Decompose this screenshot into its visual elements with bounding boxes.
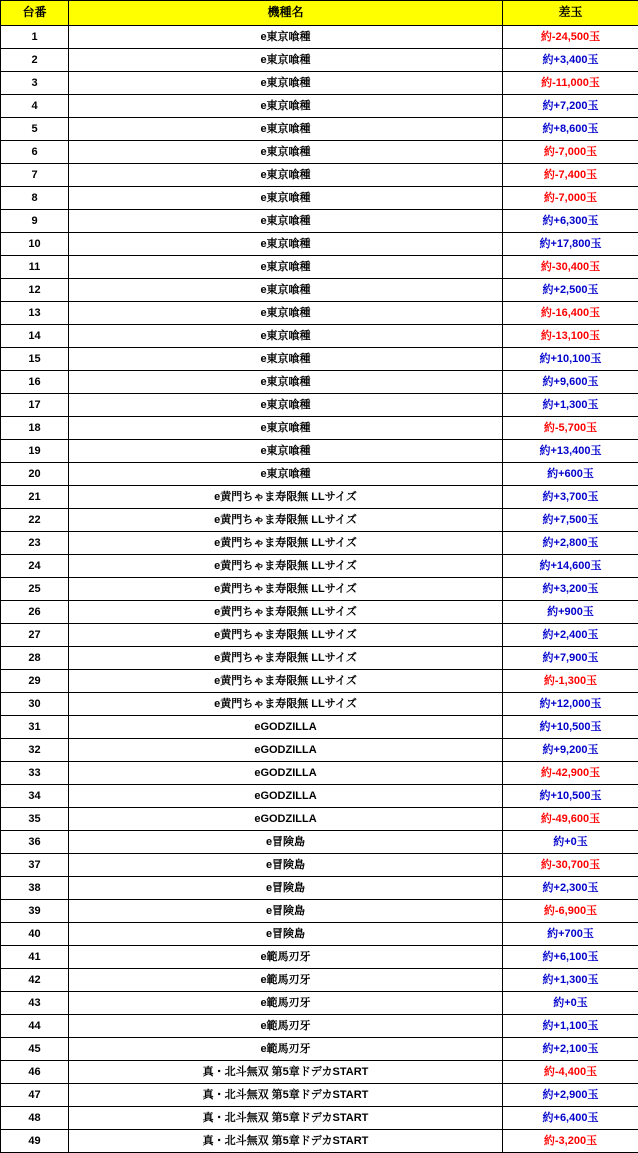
- table-row: [1, 72, 638, 95]
- cell-machine-name: e東京喰種: [69, 210, 503, 233]
- cell-machine-name: e東京喰種: [69, 371, 503, 394]
- cell-difference: 約+900玉: [503, 601, 638, 624]
- table-row: [1, 739, 638, 762]
- table-row: [1, 555, 638, 578]
- cell-machine-no: 39: [1, 900, 69, 923]
- cell-difference: 約-4,400玉: [503, 1061, 638, 1084]
- cell-machine-name: e黄門ちゃま寿限無 LLサイズ: [69, 693, 503, 716]
- cell-machine-name: e東京喰種: [69, 118, 503, 141]
- table-row: [1, 233, 638, 256]
- cell-difference: 約+2,900玉: [503, 1084, 638, 1107]
- table-row: [1, 969, 638, 992]
- cell-machine-name: 真・北斗無双 第5章ドデカSTART: [69, 1084, 503, 1107]
- cell-difference: 約+13,400玉: [503, 440, 638, 463]
- cell-machine-no: 8: [1, 187, 69, 210]
- cell-difference: 約+9,600玉: [503, 371, 638, 394]
- cell-difference: 約+1,100玉: [503, 1015, 638, 1038]
- cell-difference: 約+0玉: [503, 992, 638, 1015]
- cell-machine-name: eGODZILLA: [69, 716, 503, 739]
- cell-machine-name: e冒険島: [69, 831, 503, 854]
- cell-machine-name: e黄門ちゃま寿限無 LLサイズ: [69, 624, 503, 647]
- table-row: [1, 716, 638, 739]
- table-row: [1, 1061, 638, 1084]
- cell-machine-name: e黄門ちゃま寿限無 LLサイズ: [69, 532, 503, 555]
- table-row: [1, 1130, 638, 1153]
- cell-difference: 約+6,300玉: [503, 210, 638, 233]
- cell-machine-no: 38: [1, 877, 69, 900]
- cell-machine-name: e範馬刃牙: [69, 1015, 503, 1038]
- cell-machine-name: e東京喰種: [69, 394, 503, 417]
- table-row: [1, 26, 638, 49]
- cell-difference: 約+10,500玉: [503, 716, 638, 739]
- cell-machine-name: e範馬刃牙: [69, 946, 503, 969]
- cell-machine-no: 44: [1, 1015, 69, 1038]
- cell-machine-name: eGODZILLA: [69, 785, 503, 808]
- cell-machine-name: e東京喰種: [69, 26, 503, 49]
- table-row: [1, 877, 638, 900]
- cell-machine-name: 真・北斗無双 第5章ドデカSTART: [69, 1061, 503, 1084]
- cell-difference: 約+8,600玉: [503, 118, 638, 141]
- cell-machine-no: 35: [1, 808, 69, 831]
- table-row: [1, 417, 638, 440]
- table-row: [1, 1084, 638, 1107]
- cell-machine-no: 3: [1, 72, 69, 95]
- cell-difference: 約-7,000玉: [503, 141, 638, 164]
- table-row: [1, 187, 638, 210]
- cell-machine-name: eGODZILLA: [69, 739, 503, 762]
- cell-machine-no: 48: [1, 1107, 69, 1130]
- cell-machine-name: e東京喰種: [69, 49, 503, 72]
- cell-difference: 約+14,600玉: [503, 555, 638, 578]
- table-row: [1, 601, 638, 624]
- cell-machine-no: 15: [1, 348, 69, 371]
- cell-difference: 約+10,500玉: [503, 785, 638, 808]
- cell-machine-no: 11: [1, 256, 69, 279]
- cell-machine-no: 41: [1, 946, 69, 969]
- cell-difference: 約+17,800玉: [503, 233, 638, 256]
- cell-machine-name: e東京喰種: [69, 348, 503, 371]
- table-row: [1, 923, 638, 946]
- cell-machine-no: 45: [1, 1038, 69, 1061]
- cell-difference: 約+2,100玉: [503, 1038, 638, 1061]
- table-row: [1, 1015, 638, 1038]
- cell-machine-no: 29: [1, 670, 69, 693]
- cell-machine-name: e東京喰種: [69, 164, 503, 187]
- cell-difference: 約+1,300玉: [503, 969, 638, 992]
- table-row: [1, 578, 638, 601]
- table-row: [1, 900, 638, 923]
- cell-machine-name: e東京喰種: [69, 141, 503, 164]
- cell-difference: 約+10,100玉: [503, 348, 638, 371]
- cell-difference: 約+2,400玉: [503, 624, 638, 647]
- cell-machine-no: 22: [1, 509, 69, 532]
- cell-machine-name: e黄門ちゃま寿限無 LLサイズ: [69, 555, 503, 578]
- cell-difference: 約+700玉: [503, 923, 638, 946]
- table-row: [1, 141, 638, 164]
- table-row: [1, 118, 638, 141]
- cell-machine-name: e黄門ちゃま寿限無 LLサイズ: [69, 486, 503, 509]
- cell-difference: 約-30,400玉: [503, 256, 638, 279]
- cell-machine-no: 37: [1, 854, 69, 877]
- cell-machine-name: e東京喰種: [69, 72, 503, 95]
- cell-machine-name: e冒険島: [69, 900, 503, 923]
- cell-machine-no: 21: [1, 486, 69, 509]
- cell-machine-no: 18: [1, 417, 69, 440]
- cell-difference: 約-42,900玉: [503, 762, 638, 785]
- cell-difference: 約+3,200玉: [503, 578, 638, 601]
- table-row: [1, 647, 638, 670]
- cell-machine-no: 13: [1, 302, 69, 325]
- cell-machine-name: eGODZILLA: [69, 762, 503, 785]
- cell-machine-no: 14: [1, 325, 69, 348]
- table-header: [1, 1, 638, 26]
- cell-machine-name: e範馬刃牙: [69, 1038, 503, 1061]
- cell-machine-no: 25: [1, 578, 69, 601]
- cell-machine-no: 23: [1, 532, 69, 555]
- table-row: [1, 992, 638, 1015]
- table-row: [1, 1107, 638, 1130]
- cell-difference: 約+2,800玉: [503, 532, 638, 555]
- cell-machine-name: eGODZILLA: [69, 808, 503, 831]
- table-row: [1, 762, 638, 785]
- cell-machine-no: 1: [1, 26, 69, 49]
- cell-machine-no: 20: [1, 463, 69, 486]
- cell-machine-name: e東京喰種: [69, 325, 503, 348]
- cell-machine-no: 43: [1, 992, 69, 1015]
- cell-difference: 約+2,300玉: [503, 877, 638, 900]
- cell-machine-name: e東京喰種: [69, 463, 503, 486]
- table-row: [1, 831, 638, 854]
- cell-machine-no: 7: [1, 164, 69, 187]
- cell-machine-name: e東京喰種: [69, 95, 503, 118]
- cell-machine-no: 16: [1, 371, 69, 394]
- cell-difference: 約+7,500玉: [503, 509, 638, 532]
- cell-machine-no: 24: [1, 555, 69, 578]
- cell-difference: 約-30,700玉: [503, 854, 638, 877]
- cell-machine-no: 34: [1, 785, 69, 808]
- cell-machine-no: 36: [1, 831, 69, 854]
- cell-difference: 約-5,700玉: [503, 417, 638, 440]
- cell-difference: 約-6,900玉: [503, 900, 638, 923]
- table-row: [1, 394, 638, 417]
- column-header-difference: 差玉: [503, 1, 638, 26]
- table-row: [1, 624, 638, 647]
- cell-machine-no: 2: [1, 49, 69, 72]
- cell-difference: 約-16,400玉: [503, 302, 638, 325]
- table-row: [1, 532, 638, 555]
- table-row: [1, 256, 638, 279]
- cell-machine-no: 27: [1, 624, 69, 647]
- table-row: [1, 486, 638, 509]
- cell-machine-name: e範馬刃牙: [69, 969, 503, 992]
- table-header-row: [1, 1, 638, 26]
- table-row: [1, 670, 638, 693]
- cell-difference: 約-13,100玉: [503, 325, 638, 348]
- table-row: [1, 210, 638, 233]
- cell-machine-name: e黄門ちゃま寿限無 LLサイズ: [69, 601, 503, 624]
- cell-machine-no: 26: [1, 601, 69, 624]
- table-row: [1, 440, 638, 463]
- cell-difference: 約+1,300玉: [503, 394, 638, 417]
- column-header-machine-no: 台番: [1, 1, 69, 26]
- table-row: [1, 693, 638, 716]
- cell-machine-name: e黄門ちゃま寿限無 LLサイズ: [69, 647, 503, 670]
- cell-machine-name: e東京喰種: [69, 279, 503, 302]
- table-row: [1, 164, 638, 187]
- cell-machine-name: e黄門ちゃま寿限無 LLサイズ: [69, 670, 503, 693]
- cell-machine-name: e黄門ちゃま寿限無 LLサイズ: [69, 578, 503, 601]
- cell-machine-no: 33: [1, 762, 69, 785]
- cell-difference: 約+7,900玉: [503, 647, 638, 670]
- cell-difference: 約+7,200玉: [503, 95, 638, 118]
- cell-machine-name: e東京喰種: [69, 233, 503, 256]
- table-row: [1, 325, 638, 348]
- cell-difference: 約+12,000玉: [503, 693, 638, 716]
- table-body: [1, 26, 638, 1153]
- cell-difference: 約+9,200玉: [503, 739, 638, 762]
- cell-machine-no: 28: [1, 647, 69, 670]
- table-row: [1, 509, 638, 532]
- table-row: [1, 946, 638, 969]
- table-row: [1, 348, 638, 371]
- cell-machine-no: 12: [1, 279, 69, 302]
- table-row: [1, 808, 638, 831]
- column-header-machine-name: 機種名: [69, 1, 503, 26]
- cell-machine-name: e東京喰種: [69, 302, 503, 325]
- cell-difference: 約+3,700玉: [503, 486, 638, 509]
- table-row: [1, 279, 638, 302]
- cell-difference: 約-1,300玉: [503, 670, 638, 693]
- cell-difference: 約+0玉: [503, 831, 638, 854]
- cell-machine-no: 5: [1, 118, 69, 141]
- cell-difference: 約+6,100玉: [503, 946, 638, 969]
- cell-difference: 約-11,000玉: [503, 72, 638, 95]
- table-row: [1, 371, 638, 394]
- table-row: [1, 302, 638, 325]
- cell-machine-no: 40: [1, 923, 69, 946]
- table-row: [1, 463, 638, 486]
- cell-machine-no: 10: [1, 233, 69, 256]
- cell-difference: 約+3,400玉: [503, 49, 638, 72]
- cell-difference: 約-3,200玉: [503, 1130, 638, 1153]
- cell-machine-no: 42: [1, 969, 69, 992]
- table-row: [1, 95, 638, 118]
- cell-machine-no: 19: [1, 440, 69, 463]
- cell-machine-name: e黄門ちゃま寿限無 LLサイズ: [69, 509, 503, 532]
- table-row: [1, 49, 638, 72]
- cell-machine-name: 真・北斗無双 第5章ドデカSTART: [69, 1130, 503, 1153]
- cell-machine-no: 6: [1, 141, 69, 164]
- cell-machine-name: e東京喰種: [69, 187, 503, 210]
- cell-difference: 約+6,400玉: [503, 1107, 638, 1130]
- cell-machine-name: e東京喰種: [69, 256, 503, 279]
- cell-machine-no: 4: [1, 95, 69, 118]
- cell-machine-no: 17: [1, 394, 69, 417]
- cell-machine-no: 49: [1, 1130, 69, 1153]
- cell-machine-name: e冒険島: [69, 854, 503, 877]
- cell-machine-name: e冒険島: [69, 923, 503, 946]
- table-row: [1, 854, 638, 877]
- cell-machine-no: 46: [1, 1061, 69, 1084]
- cell-difference: 約+2,500玉: [503, 279, 638, 302]
- cell-machine-no: 9: [1, 210, 69, 233]
- cell-difference: 約+600玉: [503, 463, 638, 486]
- cell-machine-no: 47: [1, 1084, 69, 1107]
- cell-machine-name: 真・北斗無双 第5章ドデカSTART: [69, 1107, 503, 1130]
- cell-difference: 約-7,000玉: [503, 187, 638, 210]
- cell-machine-name: e東京喰種: [69, 417, 503, 440]
- cell-machine-no: 30: [1, 693, 69, 716]
- cell-difference: 約-24,500玉: [503, 26, 638, 49]
- cell-machine-name: e範馬刃牙: [69, 992, 503, 1015]
- table-row: [1, 785, 638, 808]
- cell-machine-no: 32: [1, 739, 69, 762]
- cell-difference: 約-7,400玉: [503, 164, 638, 187]
- cell-machine-name: e冒険島: [69, 877, 503, 900]
- cell-machine-name: e東京喰種: [69, 440, 503, 463]
- cell-difference: 約-49,600玉: [503, 808, 638, 831]
- table-row: [1, 1038, 638, 1061]
- cell-machine-no: 31: [1, 716, 69, 739]
